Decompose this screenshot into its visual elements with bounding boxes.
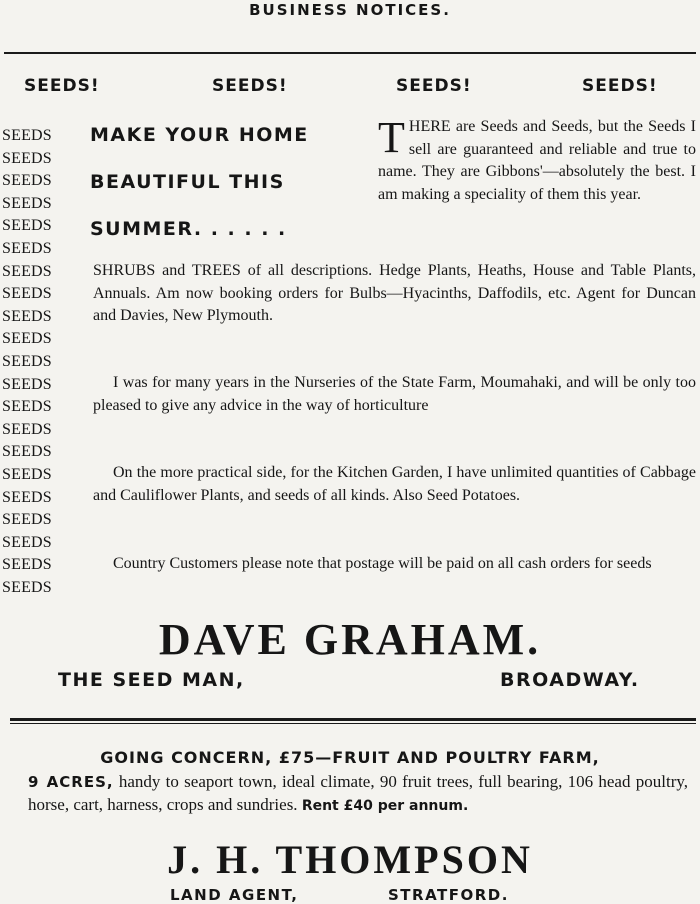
seeds-side-item: SEEDS xyxy=(2,578,52,596)
seeds-side-item: SEEDS xyxy=(2,556,52,574)
seeds-side-item: SEEDS xyxy=(2,127,52,144)
seeds-side-column xyxy=(2,125,74,599)
header-rule xyxy=(4,52,696,54)
seeds-side-item: SEEDS xyxy=(2,443,52,461)
slogan-line: BEAUTIFUL THIS xyxy=(90,171,285,193)
farm-advertiser-title: LAND AGENT, xyxy=(170,886,299,904)
seeds-side-item: SEEDS xyxy=(2,285,52,303)
farm-description xyxy=(28,771,688,817)
drop-cap: T xyxy=(378,113,405,162)
farm-advertiser-location: STRATFORD. xyxy=(388,886,509,904)
intro-block xyxy=(378,113,696,206)
shrubs-paragraph: SHRUBS and TREES of all descriptions. Hedge Plants, Heaths, House and Table Plants, Annuals. Am now booking orders for Bulbs—Hyacinths, Daffodils, etc. Agent for Duncan and Davies, New Plymouth. xyxy=(93,262,696,325)
seeds-side-item: SEEDS xyxy=(2,420,52,438)
nurseries-paragraph: I was for many years in the Nurseries of the State Farm, Moumahaki, and will be only too pleased to give any advice in the way of horticulture xyxy=(93,374,696,414)
seeds-side-item: SEEDS xyxy=(2,330,52,348)
slogan-line: MAKE YOUR HOME xyxy=(90,124,309,146)
section-header: BUSINESS NOTICES. xyxy=(249,1,451,19)
seeds-side-item: SEEDS xyxy=(2,172,52,190)
seeds-headings xyxy=(0,76,700,100)
farm-advertiser-name: J. H. THOMPSON xyxy=(167,837,533,882)
seeds-side-item: SEEDS xyxy=(2,488,52,506)
seeds-side-item: SEEDS xyxy=(2,533,52,551)
kitchen-garden-paragraph: On the more practical side, for the Kitchen Garden, I have unlimited quantities of Cabbage and Cauliflower Plants, and seeds of all kinds. Also Seed Potatoes. xyxy=(93,464,696,504)
advertiser-title: THE SEED MAN, xyxy=(58,669,245,691)
seeds-side-item: SEEDS xyxy=(2,398,52,416)
seeds-heading: SEEDS! xyxy=(396,76,472,96)
farm-body: handy to seaport town, ideal climate, 90 fruit trees, full bearing, 106 head poultry, horse, cart, harness, crops and sundries. xyxy=(28,772,688,814)
seeds-heading: SEEDS! xyxy=(212,76,288,96)
seeds-side-item: SEEDS xyxy=(2,307,52,325)
seeds-side-item: SEEDS xyxy=(2,465,52,483)
seeds-side-item: SEEDS xyxy=(2,149,52,167)
seeds-side-item: SEEDS xyxy=(2,217,52,235)
seeds-side-item: SEEDS xyxy=(2,375,52,393)
advertiser-location: BROADWAY. xyxy=(500,669,640,691)
seeds-side-item: SEEDS xyxy=(2,262,52,280)
postage-paragraph: Country Customers please note that postage will be paid on all cash orders for seeds xyxy=(113,555,652,572)
seeds-side-item: SEEDS xyxy=(2,239,52,257)
seeds-side-item: SEEDS xyxy=(2,352,52,370)
seeds-heading: SEEDS! xyxy=(24,76,100,96)
seeds-heading: SEEDS! xyxy=(582,76,658,96)
advertiser-name: DAVE GRAHAM. xyxy=(158,615,542,664)
farm-lead: 9 ACRES, xyxy=(28,773,114,791)
farm-headline: GOING CONCERN, £75—FRUIT AND POULTRY FARM, xyxy=(100,748,600,767)
seeds-side-item: SEEDS xyxy=(2,511,52,529)
slogan-line: SUMMER. . . . . . xyxy=(90,218,287,240)
seeds-side-item: SEEDS xyxy=(2,194,52,212)
farm-rent: Rent £40 per annum. xyxy=(301,797,469,814)
ad-divider xyxy=(10,718,696,724)
intro-text: HERE are Seeds and Seeds, but the Seeds I sell are guaranteed and reliable and true to name. They are Gibbons'—absolutely the best. I am making a speciality of them this year. xyxy=(378,118,696,203)
